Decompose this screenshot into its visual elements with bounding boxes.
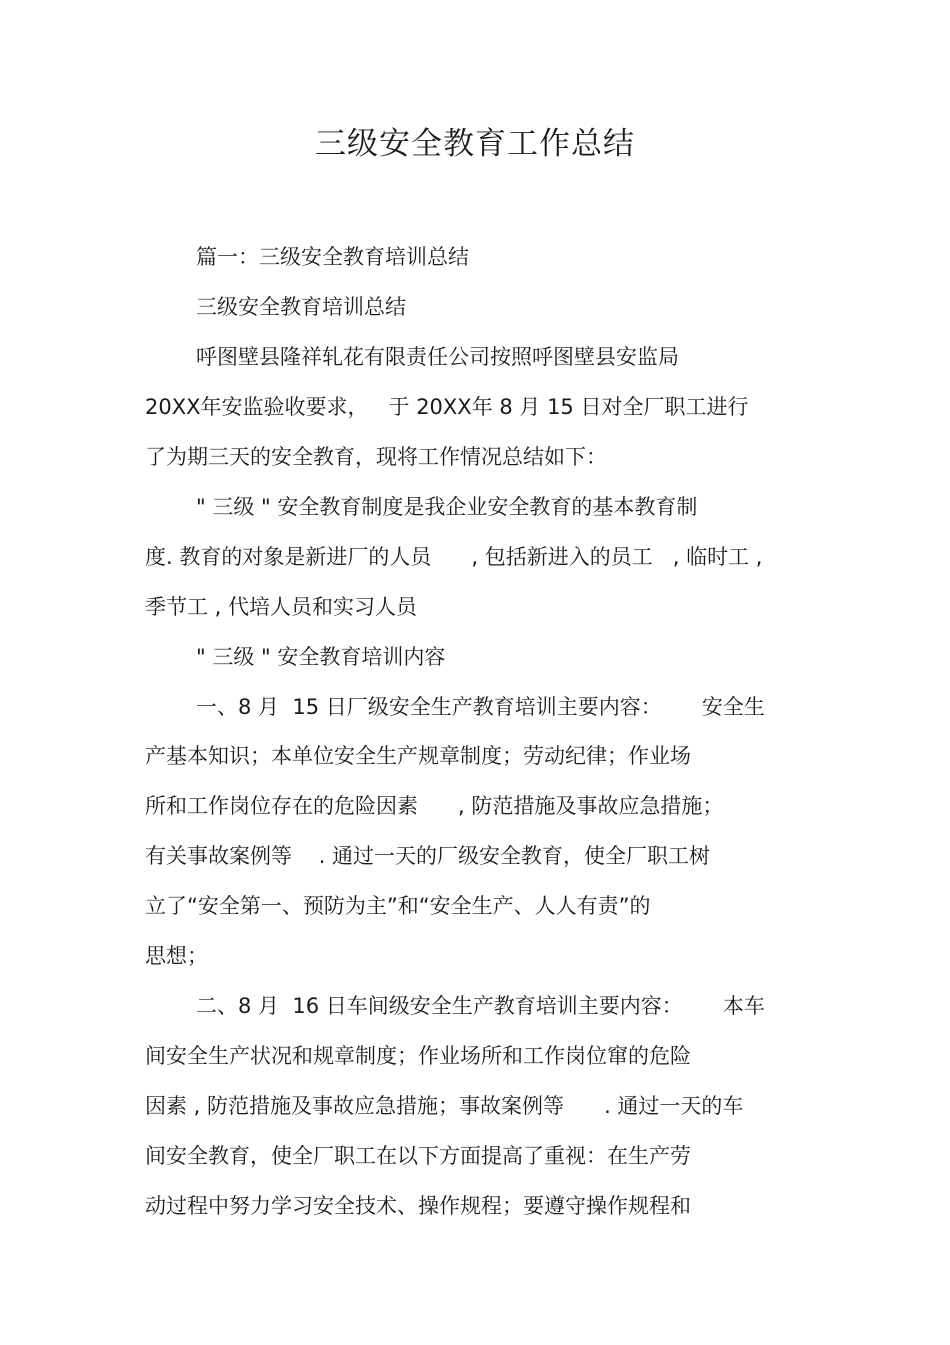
paragraph-line: 有关事故案例等 . 通过一天的厂级安全教育，使全厂职工树 bbox=[145, 844, 711, 868]
paragraph-line: 动过程中努力学习安全技术、操作规程；要遵守操作规程和 bbox=[145, 1194, 691, 1218]
subheading: 三级安全教育培训总结 bbox=[196, 295, 406, 319]
document-title: 三级安全教育工作总结 bbox=[315, 126, 635, 162]
paragraph-line: 思想； bbox=[145, 944, 208, 968]
paragraph-line: 立了“安全第一、预防为主”和“安全生产、人人有责”的 bbox=[145, 894, 651, 918]
section-heading: 篇一：三级安全教育培训总结 bbox=[196, 245, 469, 269]
paragraph-line: 季节工 , 代培人员和实习人员 bbox=[145, 595, 418, 619]
paragraph-line: 间安全生产状况和规章制度；作业场所和工作岗位窜的危险 bbox=[145, 1044, 691, 1068]
paragraph-line: 一、8 月 15 日厂级安全生产教育培训主要内容： 安全生 bbox=[196, 695, 765, 719]
paragraph-line: " 三级 " 安全教育制度是我企业安全教育的基本教育制 bbox=[196, 495, 698, 519]
paragraph-line: 20XX年安监验收要求， 于 20XX年 8 月 15 日对全厂职工进行 bbox=[145, 395, 749, 419]
paragraph-line: 间安全教育，使全厂职工在以下方面提高了重视：在生产劳 bbox=[145, 1144, 691, 1168]
paragraph-line: 度. 教育的对象是新进厂的人员 , 包括新进入的员工 , 临时工 , bbox=[145, 545, 763, 569]
paragraph-line: 所和工作岗位存在的危险因素 , 防范措施及事故应急措施； bbox=[145, 794, 724, 818]
paragraph-line: 因素 , 防范措施及事故应急措施；事故案例等 . 通过一天的车 bbox=[145, 1094, 744, 1118]
paragraph-line: 呼图壁县隆祥轧花有限责任公司按照呼图壁县安监局 bbox=[196, 345, 679, 369]
paragraph-line: " 三级 " 安全教育培训内容 bbox=[196, 645, 446, 669]
paragraph-line: 了为期三天的安全教育，现将工作情况总结如下： bbox=[145, 445, 607, 469]
paragraph-line: 二、8 月 16 日车间级安全生产教育培训主要内容： 本车 bbox=[196, 994, 765, 1018]
paragraph-line: 产基本知识；本单位安全生产规章制度；劳动纪律；作业场 bbox=[145, 744, 691, 768]
